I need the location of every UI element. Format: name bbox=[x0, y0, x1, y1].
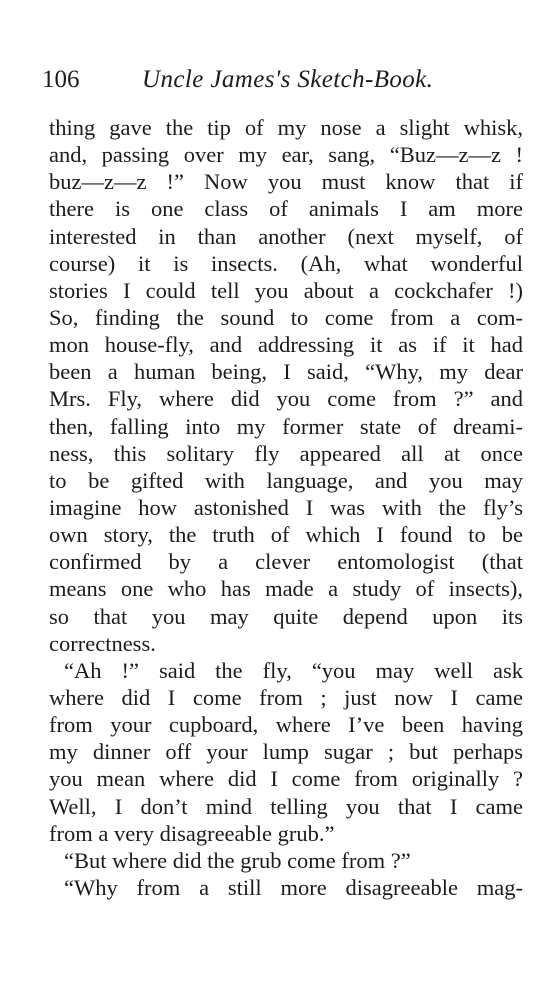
text-line: confirmed by a clever entomologist (that bbox=[49, 549, 523, 575]
text-line: So, finding the sound to come from a com- bbox=[49, 304, 523, 330]
text-line: been a human being, I said, “Why, my dear bbox=[49, 359, 523, 385]
text-line: interested in than another (next myself, of bbox=[49, 223, 523, 249]
text-line: Mrs. Fly, where did you come from ?” and bbox=[49, 386, 523, 412]
text-line: then, falling into my former state of dreami- bbox=[49, 413, 523, 439]
text-line: “Why from a still more disagreeable mag- bbox=[64, 874, 523, 900]
text-line: stories I could tell you about a cockchafer !) bbox=[49, 277, 523, 303]
text-line: my dinner off your lump sugar ; but perhaps bbox=[49, 739, 523, 765]
text-line: so that you may quite depend upon its bbox=[49, 603, 523, 629]
text-line: you mean where did I come from originally ? bbox=[49, 766, 523, 792]
page-number: 106 bbox=[42, 66, 80, 93]
text-line: means one who has made a study of insects), bbox=[49, 576, 523, 602]
text-line: ness, this solitary fly appeared all at once bbox=[49, 440, 523, 466]
text-line: “But where did the grub come from ?” bbox=[64, 847, 411, 873]
text-line: and, passing over my ear, sang, “Buz—z—z ! bbox=[49, 142, 523, 168]
text-line: there is one class of animals I am more bbox=[49, 196, 523, 222]
text-line: from a very disagreeable grub.” bbox=[49, 820, 335, 846]
running-head bbox=[42, 62, 482, 98]
text-line: “Ah !” said the fly, “you may well ask bbox=[64, 657, 523, 683]
text-line: imagine how astonished I was with the fly’s bbox=[49, 494, 523, 520]
text-line: to be gifted with language, and you may bbox=[49, 467, 523, 493]
text-line: thing gave the tip of my nose a slight whisk, bbox=[49, 115, 523, 140]
text-line: correctness. bbox=[49, 630, 156, 656]
text-line: own story, the truth of which I found to be bbox=[49, 522, 523, 548]
body-text bbox=[49, 114, 523, 901]
text-line: from your cupboard, where I’ve been having bbox=[49, 712, 523, 738]
text-line: Well, I don’t mind telling you that I came bbox=[49, 793, 523, 819]
text-line: course) it is insects. (Ah, what wonderful bbox=[49, 250, 523, 276]
text-line: buz—z—z !” Now you must know that if bbox=[49, 169, 523, 195]
text-line: mon house-fly, and addressing it as if it had bbox=[49, 332, 523, 358]
text-line: where did I come from ; just now I came bbox=[49, 684, 523, 710]
running-title: Uncle James's Sketch-Book. bbox=[142, 66, 434, 93]
